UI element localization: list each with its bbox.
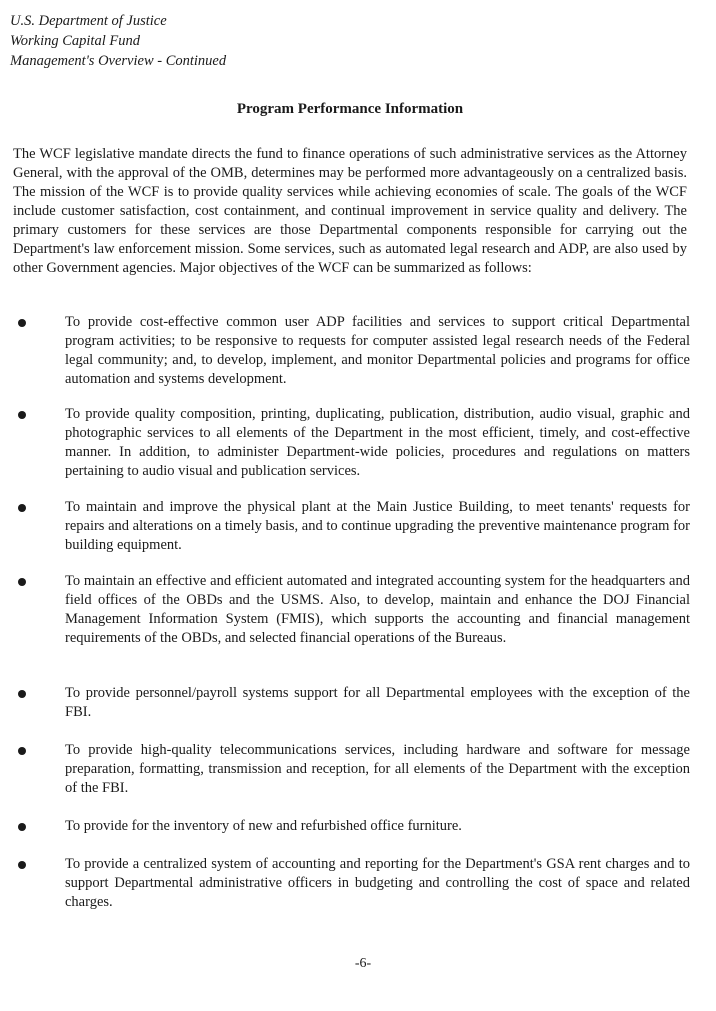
objective-text: To provide for the inventory of new and refurbished office furniture.	[65, 818, 462, 834]
objective-text: To maintain and improve the physical plant at the Main Justice Building, to meet tenants' requests for repairs and alterations on a timely basis, and to continue upgrading the preventive maintenance program for building equipment.	[65, 499, 690, 553]
bullet-icon	[18, 690, 26, 698]
header-department: U.S. Department of Justice	[10, 13, 167, 29]
bullet-icon	[18, 504, 26, 512]
page-number: -6-	[354, 956, 372, 971]
bullet-icon	[18, 861, 26, 869]
objective-text: To provide high-quality telecommunications services, including hardware and software for message preparation, formatting, transmission and reception, for all elements of the Department with the exception of the FBI.	[65, 742, 690, 796]
bullet-icon	[18, 319, 26, 327]
objective-text: To provide quality composition, printing, duplicating, publication, distribution, audio visual, graphic and photographic services to all elements of the Department in the most efficient, timely, and cost-effective manner. In addition, to administer Department-wide policies, procedures and regulations on matters pertaining to audio visual and publication services.	[65, 406, 690, 479]
bullet-icon	[18, 411, 26, 419]
section-title: Program Performance Information	[236, 101, 464, 117]
bullet-icon	[18, 578, 26, 586]
objective-text: To provide personnel/payroll systems support for all Departmental employees with the exception of the FBI.	[65, 685, 690, 720]
header-fund: Working Capital Fund	[10, 33, 140, 49]
objective-text: To maintain an effective and efficient automated and integrated accounting system for the headquarters and field offices of the OBDs and the USMS. Also, to develop, maintain and enhance the DOJ Financial Management Information System (FMIS), which supports the accounting and financial management requirements of the OBDs, and selected financial operations of the Bureaus.	[65, 573, 690, 646]
bullet-icon	[18, 747, 26, 755]
bullet-icon	[18, 823, 26, 831]
objective-text: To provide cost-effective common user ADP facilities and services to support critical Departmental program activities; to be responsive to requests for computer assisted legal research needs of the Federal legal community; and, to develop, implement, and monitor Departmental policies and programs for office automation and systems development.	[65, 314, 690, 387]
header-section: Management's Overview - Continued	[10, 53, 227, 69]
intro-paragraph: The WCF legislative mandate directs the fund to finance operations of such administrative services as the Attorney General, with the approval of the OMB, determines may be performed more advantageously on a centralized basis. The mission of the WCF is to provide quality services while achieving economies of scale. The goals of the WCF include customer satisfaction, cost containment, and continual improvement in service quality and delivery. The primary customers for these services are those Departmental components responsible for carrying out the Department's law enforcement mission. Some services, such as automated legal research and ADP, are also used by other Government agencies. Major objectives of the WCF can be summarized as follows:	[13, 146, 687, 276]
objective-text: To provide a centralized system of accounting and reporting for the Department's GSA rent charges and to support Departmental administrative officers in budgeting and controlling the cost of space and related charges.	[65, 856, 690, 910]
